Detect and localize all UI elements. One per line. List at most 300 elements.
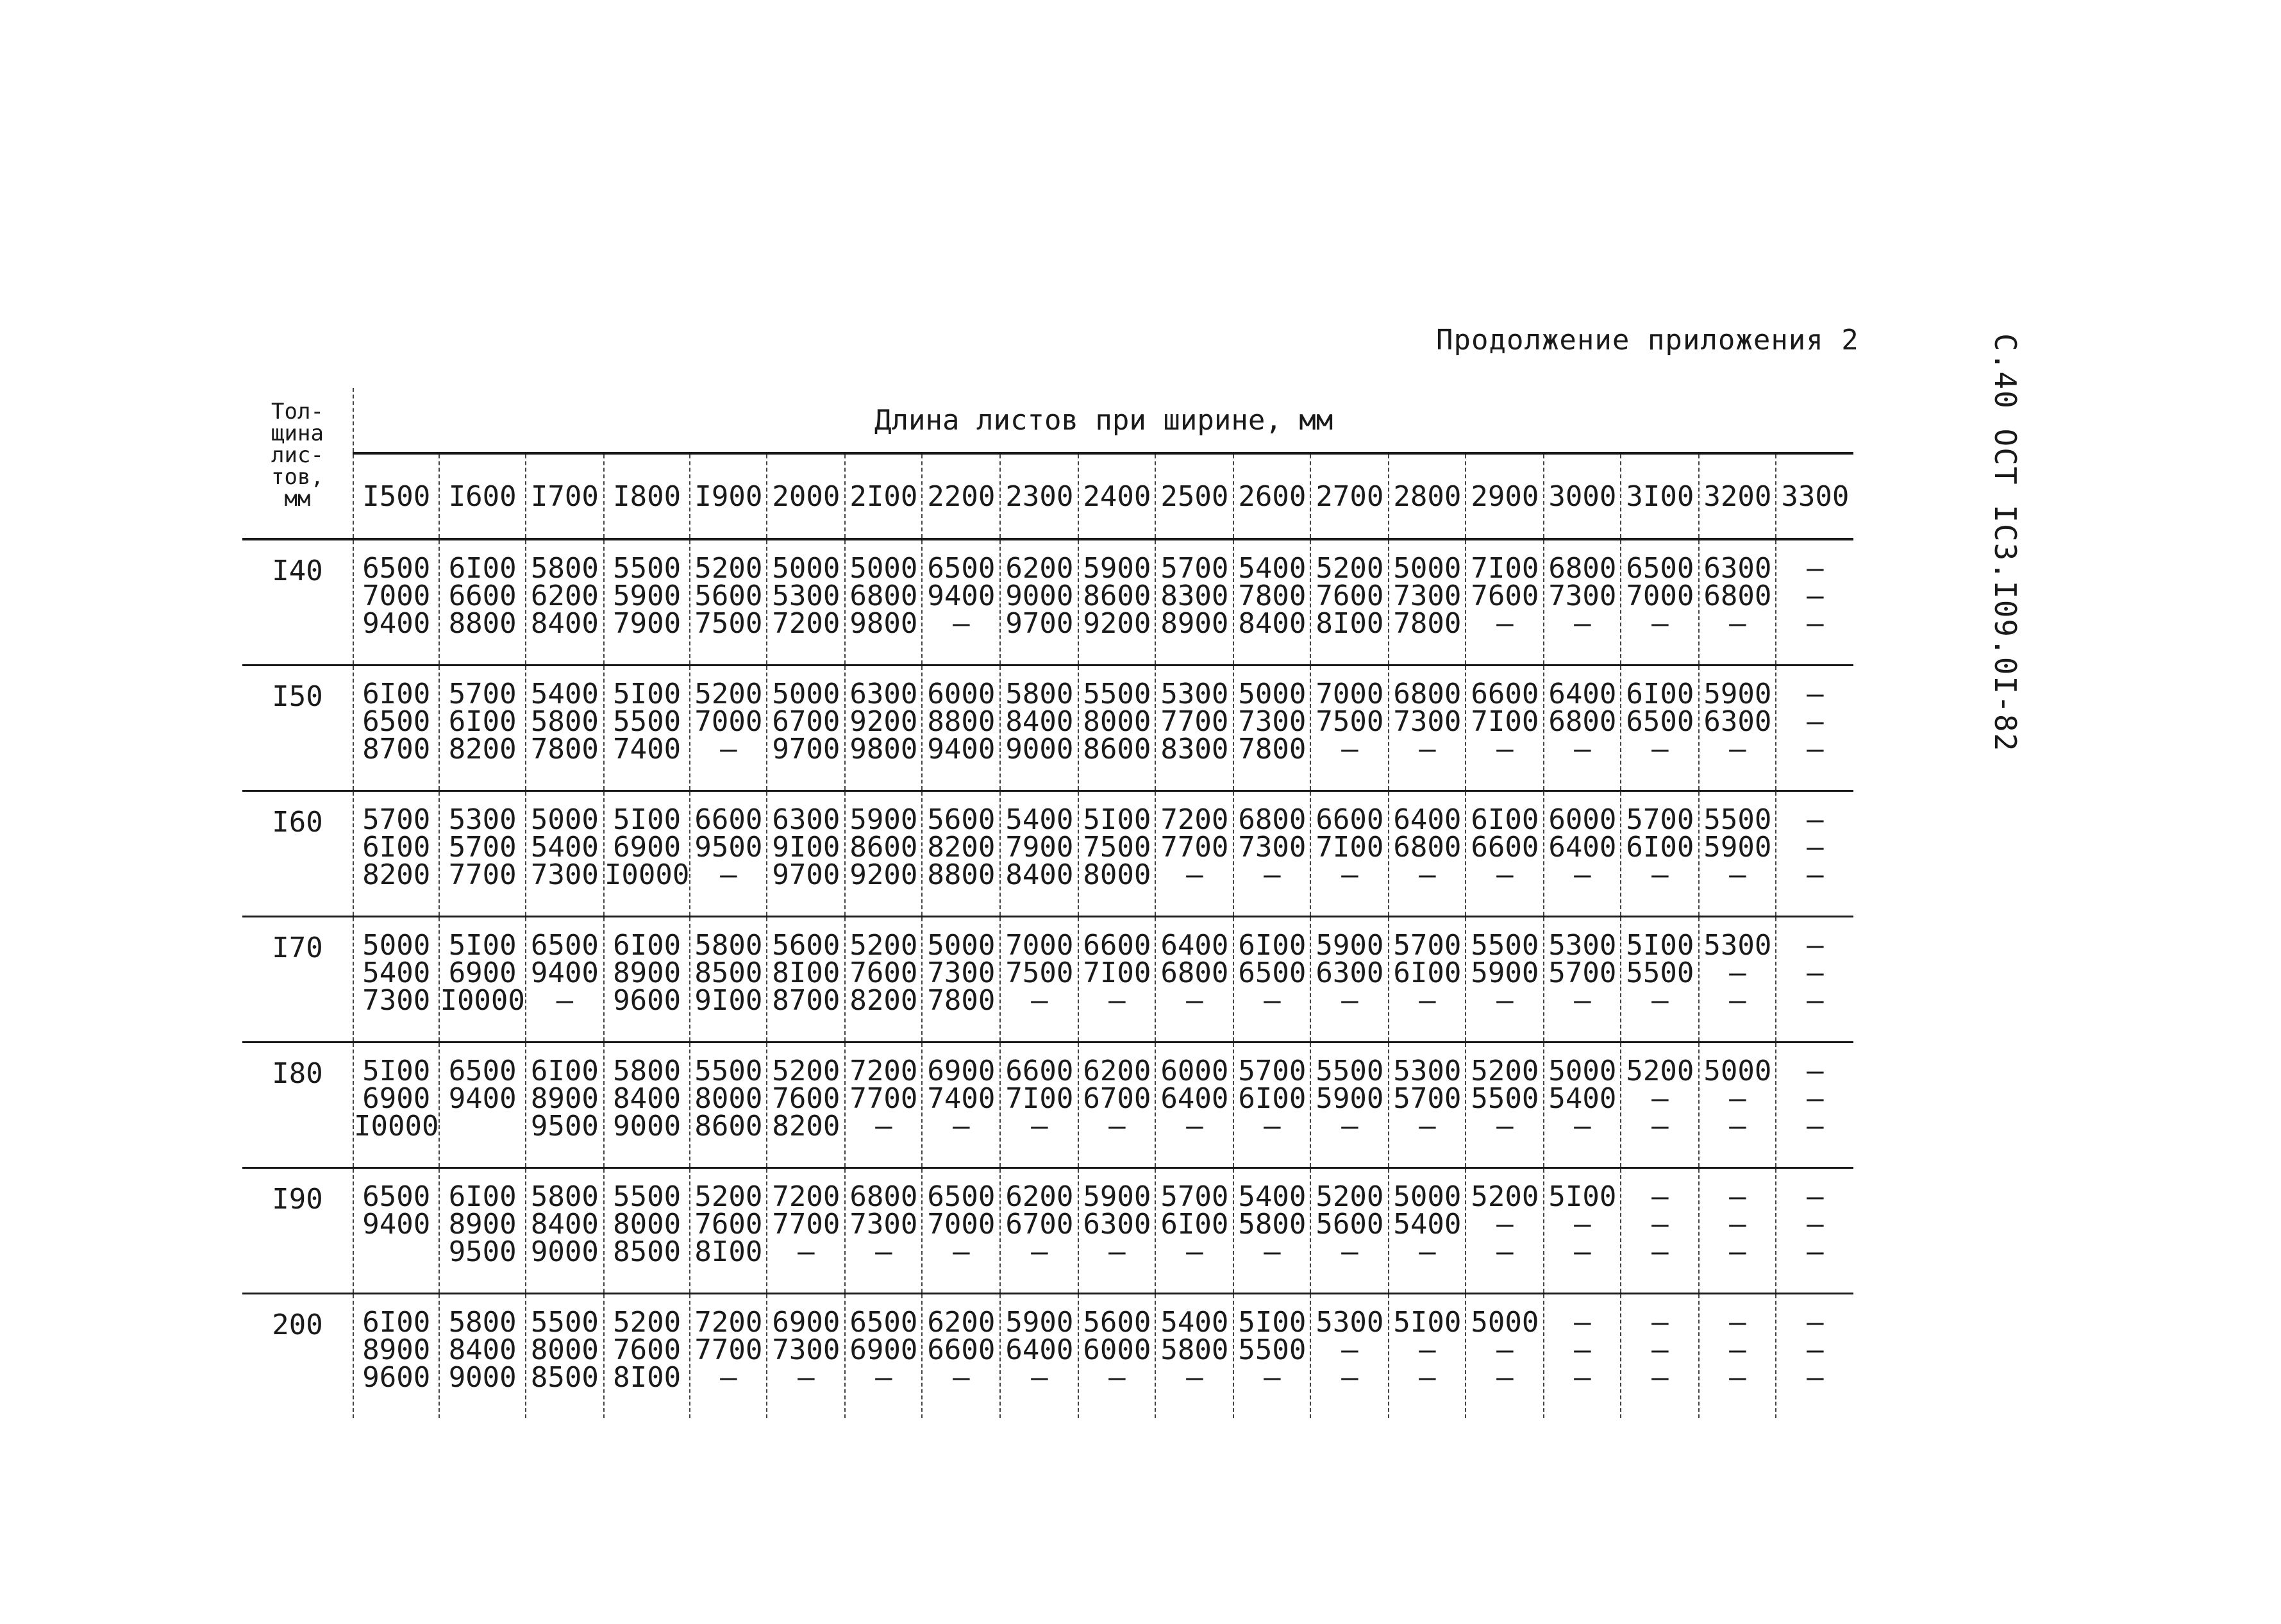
length-value: 7200 xyxy=(772,1180,840,1213)
length-value: 7I00 xyxy=(1316,831,1384,864)
length-cell xyxy=(604,917,690,1042)
length-value: 9000 xyxy=(448,1361,517,1394)
length-cell xyxy=(767,917,845,1042)
length-value: – xyxy=(1807,607,1824,640)
length-value: 7300 xyxy=(1393,580,1462,612)
length-value: — xyxy=(798,1235,815,1268)
width-header: 2600 xyxy=(1233,453,1310,539)
length-value: 5300 xyxy=(1703,929,1772,962)
thickness-column-header xyxy=(242,388,353,539)
length-value: – xyxy=(1651,1208,1669,1241)
length-value: – xyxy=(556,984,574,1017)
width-header: I600 xyxy=(439,453,525,539)
length-cell xyxy=(922,917,1000,1042)
length-cell xyxy=(767,1042,845,1168)
length-cell xyxy=(353,917,439,1042)
length-value: – xyxy=(1496,984,1514,1017)
length-value: 5900 xyxy=(1316,1082,1384,1115)
length-value: – xyxy=(1807,1235,1824,1268)
length-value: 5400 xyxy=(1548,1082,1617,1115)
length-value: – xyxy=(1807,858,1824,891)
length-value: – xyxy=(1807,1334,1824,1366)
length-cell xyxy=(1310,539,1389,666)
length-value: 5500 xyxy=(613,705,681,738)
length-value: – xyxy=(1807,957,1824,989)
length-cell xyxy=(1621,1168,1699,1294)
length-cell xyxy=(922,1294,1000,1419)
length-value: 6I00 xyxy=(1238,929,1307,962)
length-value: – xyxy=(1031,1235,1048,1268)
length-value: 5I00 xyxy=(1393,1306,1462,1339)
length-value: – xyxy=(1729,1082,1746,1115)
length-value: 7300 xyxy=(530,858,599,891)
length-cell xyxy=(604,1042,690,1168)
length-value: – xyxy=(1108,1235,1126,1268)
length-value: 5400 xyxy=(530,831,599,864)
width-header: 2500 xyxy=(1155,453,1233,539)
length-cell xyxy=(1233,791,1310,917)
length-value: 6500 xyxy=(362,1180,431,1213)
length-value: 8600 xyxy=(694,1110,763,1143)
length-value: 7300 xyxy=(849,1208,918,1241)
length-value: – xyxy=(1574,607,1591,640)
length-cell xyxy=(1389,791,1466,917)
length-value: – xyxy=(1651,1082,1669,1115)
length-value: – xyxy=(1496,858,1514,891)
length-cell xyxy=(845,791,922,917)
length-value: 8900 xyxy=(613,957,681,989)
length-cell xyxy=(922,539,1000,666)
length-value: 7I00 xyxy=(1083,957,1151,989)
length-value: – xyxy=(875,1235,892,1268)
length-value: – xyxy=(1729,1110,1746,1143)
length-cell xyxy=(1389,1294,1466,1419)
length-value: – xyxy=(1264,984,1281,1017)
length-value: 6300 xyxy=(772,803,840,836)
page-title: Продолжение приложения 2 xyxy=(1436,324,1859,356)
length-cell xyxy=(767,1294,845,1419)
length-cell xyxy=(1466,666,1544,791)
length-cell xyxy=(1466,1168,1544,1294)
length-value: 6800 xyxy=(849,580,918,612)
length-value: 5800 xyxy=(1005,678,1074,710)
length-value: – xyxy=(1807,678,1824,710)
length-value: 5900 xyxy=(1703,678,1772,710)
length-cell xyxy=(845,1294,922,1419)
length-value: 7700 xyxy=(849,1082,918,1115)
length-value: 9I00 xyxy=(772,831,840,864)
length-value: 8200 xyxy=(362,858,431,891)
length-value: 7300 xyxy=(772,1334,840,1366)
length-value: 6I00 xyxy=(448,1180,517,1213)
length-value: 8800 xyxy=(927,858,996,891)
thickness-header-label: Тол- щина лис- тов, мм xyxy=(271,399,324,512)
length-value: – xyxy=(1729,957,1746,989)
length-value: 8500 xyxy=(613,1235,681,1268)
length-value: 5500 xyxy=(1083,678,1151,710)
length-value: – xyxy=(1651,984,1669,1017)
document-code: С.40 ОСТ IС3.I09.0I-82 xyxy=(1988,333,2023,753)
length-value: 8700 xyxy=(772,984,840,1017)
length-value: 7600 xyxy=(849,957,918,989)
length-value: 8000 xyxy=(1083,858,1151,891)
length-value: 8000 xyxy=(613,1208,681,1241)
length-value: — xyxy=(1341,1334,1358,1366)
length-value: 7500 xyxy=(1005,957,1074,989)
length-value: 8400 xyxy=(1238,607,1307,640)
length-value: 5I00 xyxy=(1083,803,1151,836)
length-cell xyxy=(922,666,1000,791)
length-cell xyxy=(1000,539,1078,666)
length-value: 5I00 xyxy=(1548,1180,1617,1213)
width-header: I700 xyxy=(526,453,604,539)
length-cell xyxy=(1544,917,1621,1042)
length-value: 7000 xyxy=(362,580,431,612)
length-cell xyxy=(690,1294,767,1419)
length-value: 7800 xyxy=(530,733,599,766)
length-value: 6900 xyxy=(448,957,517,989)
length-value: 5000 xyxy=(362,929,431,962)
length-value: 8600 xyxy=(1083,733,1151,766)
length-cell xyxy=(1233,1042,1310,1168)
length-value: 5800 xyxy=(694,929,763,962)
sheet-length-table xyxy=(242,388,1853,1418)
length-value: 9500 xyxy=(530,1110,599,1143)
length-value: 5400 xyxy=(1160,1306,1229,1339)
length-value: – xyxy=(1574,1334,1591,1366)
length-value: – xyxy=(1264,1235,1281,1268)
length-value: – xyxy=(798,1361,815,1394)
length-value: 6800 xyxy=(1548,705,1617,738)
length-cell xyxy=(353,1294,439,1419)
length-value: 6I00 xyxy=(1626,831,1694,864)
length-cell xyxy=(439,1294,525,1419)
length-value: 9000 xyxy=(530,1235,599,1268)
length-value: I0000 xyxy=(354,1110,439,1143)
length-value: 8700 xyxy=(362,733,431,766)
length-value: 8I00 xyxy=(613,1361,681,1394)
length-value: 5000 xyxy=(1548,1055,1617,1087)
length-cell xyxy=(845,1042,922,1168)
length-value: 9600 xyxy=(613,984,681,1017)
length-value: 8300 xyxy=(1160,580,1229,612)
length-value: 9500 xyxy=(448,1235,517,1268)
length-value: 7900 xyxy=(1005,831,1074,864)
length-value: – xyxy=(1651,858,1669,891)
length-value: – xyxy=(720,733,737,766)
length-value: 5500 xyxy=(694,1055,763,1087)
length-cell xyxy=(1699,539,1776,666)
width-header: 3I00 xyxy=(1621,453,1699,539)
length-value: 8400 xyxy=(448,1334,517,1366)
length-cell xyxy=(1466,539,1544,666)
length-value: 9200 xyxy=(849,705,918,738)
length-value: 7300 xyxy=(362,984,431,1017)
length-value: 5800 xyxy=(613,1055,681,1087)
length-cell xyxy=(1233,917,1310,1042)
length-cell xyxy=(1233,666,1310,791)
length-value: 5500 xyxy=(530,1306,599,1339)
length-cell xyxy=(1466,1294,1544,1419)
length-value: – xyxy=(1807,705,1824,738)
width-header: I500 xyxy=(353,453,439,539)
table-row xyxy=(242,666,1853,791)
length-value: 5000 xyxy=(1703,1055,1772,1087)
length-value: 5I00 xyxy=(1626,929,1694,962)
length-value: 5500 xyxy=(1471,929,1539,962)
length-value: 5200 xyxy=(1471,1180,1539,1213)
length-value: 6700 xyxy=(1083,1082,1151,1115)
length-value: 6800 xyxy=(1393,678,1462,710)
length-cell xyxy=(439,1042,525,1168)
length-value: 7400 xyxy=(927,1082,996,1115)
length-value: 9400 xyxy=(448,1082,517,1115)
length-value: 7600 xyxy=(694,1208,763,1241)
length-value: 9200 xyxy=(1083,607,1151,640)
length-cell xyxy=(1621,666,1699,791)
length-cell xyxy=(1466,1042,1544,1168)
length-value: 6600 xyxy=(1083,929,1151,962)
length-value: – xyxy=(1807,803,1824,836)
length-cell xyxy=(1078,917,1155,1042)
length-cell xyxy=(922,1042,1000,1168)
length-value: 6I00 xyxy=(362,1306,431,1339)
length-value: 8200 xyxy=(849,984,918,1017)
length-value: 5800 xyxy=(530,552,599,585)
length-value: 5000 xyxy=(772,552,840,585)
table-row xyxy=(242,539,1853,666)
length-value: 8200 xyxy=(772,1110,840,1143)
thickness-cell: I50 xyxy=(242,666,353,791)
length-value: 6500 xyxy=(1626,552,1694,585)
length-value: – xyxy=(1496,1334,1514,1366)
length-value: — xyxy=(1341,733,1358,766)
length-value: 6200 xyxy=(1005,552,1074,585)
length-value: – xyxy=(1186,858,1203,891)
width-header: 2700 xyxy=(1310,453,1389,539)
length-cell xyxy=(1699,791,1776,917)
length-value: – xyxy=(875,1110,892,1143)
length-cell xyxy=(1544,666,1621,791)
length-cell xyxy=(1000,917,1078,1042)
length-value: 7200 xyxy=(849,1055,918,1087)
length-cell xyxy=(922,1168,1000,1294)
width-group-header: Длина листов при ширине, мм xyxy=(353,388,1853,453)
width-header: I900 xyxy=(690,453,767,539)
length-value: – xyxy=(1031,1361,1048,1394)
length-cell xyxy=(1233,1168,1310,1294)
length-value: 6500 xyxy=(927,1180,996,1213)
length-cell xyxy=(1233,539,1310,666)
length-cell xyxy=(922,791,1000,917)
length-value: 6800 xyxy=(1703,580,1772,612)
table-row xyxy=(242,1294,1853,1419)
length-value: – xyxy=(1651,1235,1669,1268)
length-value: – xyxy=(1651,1306,1669,1339)
length-value: – xyxy=(1807,929,1824,962)
length-cell xyxy=(526,1042,604,1168)
length-value: 6000 xyxy=(1083,1334,1151,1366)
length-value: 5200 xyxy=(1626,1055,1694,1087)
width-header: I800 xyxy=(604,453,690,539)
length-value: 5700 xyxy=(1393,929,1462,962)
length-cell xyxy=(690,1168,767,1294)
length-value: 6I00 xyxy=(362,678,431,710)
length-value: 8900 xyxy=(448,1208,517,1241)
length-cell xyxy=(1000,1168,1078,1294)
length-value: 5300 xyxy=(772,580,840,612)
length-value: – xyxy=(1186,1110,1203,1143)
length-value: 6000 xyxy=(1160,1055,1229,1087)
length-value: 9700 xyxy=(772,858,840,891)
length-value: 7200 xyxy=(694,1306,763,1339)
length-cell xyxy=(1621,917,1699,1042)
length-value: 8400 xyxy=(1005,705,1074,738)
length-value: 9200 xyxy=(849,858,918,891)
thickness-cell: I60 xyxy=(242,791,353,917)
length-cell xyxy=(526,539,604,666)
length-value: – xyxy=(1419,1334,1436,1366)
length-cell xyxy=(1621,1294,1699,1419)
length-value: – xyxy=(1031,1110,1048,1143)
length-value: 8000 xyxy=(530,1334,599,1366)
length-value: – xyxy=(720,1361,737,1394)
length-value: – xyxy=(1807,1208,1824,1241)
thickness-cell: I70 xyxy=(242,917,353,1042)
length-value: – xyxy=(953,1361,970,1394)
length-value: – xyxy=(1496,1235,1514,1268)
length-cell xyxy=(1310,917,1389,1042)
length-value: 5900 xyxy=(1083,1180,1151,1213)
length-value: – xyxy=(1651,1361,1669,1394)
length-cell xyxy=(1155,1294,1233,1419)
length-value: 5000 xyxy=(772,678,840,710)
length-value: 6200 xyxy=(927,1306,996,1339)
length-value: 7700 xyxy=(448,858,517,891)
length-cell xyxy=(690,1042,767,1168)
length-cell xyxy=(1699,1042,1776,1168)
length-value: 8900 xyxy=(530,1082,599,1115)
length-value: 6300 xyxy=(1316,957,1384,989)
length-value: – xyxy=(1574,1110,1591,1143)
length-value: – xyxy=(1729,1361,1746,1394)
length-value: 9600 xyxy=(362,1361,431,1394)
length-value: – xyxy=(1651,1110,1669,1143)
length-value: 8400 xyxy=(1005,858,1074,891)
length-value: 7700 xyxy=(772,1208,840,1241)
length-value: 5200 xyxy=(694,1180,763,1213)
length-value: 6I00 xyxy=(1471,803,1539,836)
length-value: 5400 xyxy=(362,957,431,989)
length-value: 7800 xyxy=(927,984,996,1017)
length-value: – xyxy=(1496,1110,1514,1143)
length-value: 8400 xyxy=(613,1082,681,1115)
length-value: – xyxy=(1419,1361,1436,1394)
length-cell xyxy=(1621,539,1699,666)
length-value: – xyxy=(1186,1235,1203,1268)
length-value: 5000 xyxy=(927,929,996,962)
length-cell xyxy=(1155,791,1233,917)
length-value: – xyxy=(1807,1306,1824,1339)
length-value: – xyxy=(1108,1110,1126,1143)
length-cell xyxy=(439,917,525,1042)
length-value: – xyxy=(1186,1361,1203,1394)
length-value: 6I00 xyxy=(362,831,431,864)
length-value: 7900 xyxy=(613,607,681,640)
length-value: 6600 xyxy=(927,1334,996,1366)
length-value: – xyxy=(1729,1180,1746,1213)
width-header: 2800 xyxy=(1389,453,1466,539)
length-cell xyxy=(353,1042,439,1168)
length-value: 7300 xyxy=(1393,705,1462,738)
width-header: 2000 xyxy=(767,453,845,539)
length-value: 9500 xyxy=(694,831,763,864)
length-value: 9400 xyxy=(530,957,599,989)
length-value: 5500 xyxy=(1238,1334,1307,1366)
length-value: 5800 xyxy=(530,1180,599,1213)
table-row xyxy=(242,917,1853,1042)
length-cell xyxy=(604,539,690,666)
length-value: 7I00 xyxy=(1005,1082,1074,1115)
length-cell xyxy=(1389,1168,1466,1294)
length-value: 6600 xyxy=(1316,803,1384,836)
length-value: – xyxy=(1574,1235,1591,1268)
length-value: 5000 xyxy=(1393,552,1462,585)
length-cell xyxy=(845,1168,922,1294)
length-cell xyxy=(1078,1168,1155,1294)
length-cell xyxy=(353,666,439,791)
length-value: 7700 xyxy=(694,1334,763,1366)
length-value: I0000 xyxy=(440,984,525,1017)
length-value: 5800 xyxy=(1160,1334,1229,1366)
length-value: 5300 xyxy=(1393,1055,1462,1087)
length-value: 7000 xyxy=(1316,678,1384,710)
length-value: – xyxy=(1574,733,1591,766)
length-cell xyxy=(1776,917,1853,1042)
length-value: 9800 xyxy=(849,607,918,640)
length-value: 9700 xyxy=(772,733,840,766)
length-value: 6500 xyxy=(849,1306,918,1339)
length-value: 8I00 xyxy=(694,1235,763,1268)
length-value: 8900 xyxy=(362,1334,431,1366)
length-cell xyxy=(1000,791,1078,917)
length-value: 7600 xyxy=(1471,580,1539,612)
length-value: 6400 xyxy=(1160,1082,1229,1115)
width-header-row xyxy=(242,453,1853,539)
length-cell xyxy=(1310,791,1389,917)
length-value: – xyxy=(1108,1361,1126,1394)
length-cell xyxy=(1621,791,1699,917)
length-value: – xyxy=(1729,1208,1746,1241)
length-value: 5200 xyxy=(1316,1180,1384,1213)
length-value: 5600 xyxy=(694,580,763,612)
length-value: – xyxy=(1341,1361,1358,1394)
length-value: – xyxy=(1807,1361,1824,1394)
length-value: – xyxy=(1341,1110,1358,1143)
length-value: 5800 xyxy=(448,1306,517,1339)
length-value: 6800 xyxy=(849,1180,918,1213)
length-cell xyxy=(1078,666,1155,791)
length-cell xyxy=(1544,791,1621,917)
length-cell xyxy=(1544,1042,1621,1168)
length-value: 7000 xyxy=(1005,929,1074,962)
length-value: 5700 xyxy=(1160,1180,1229,1213)
length-value: 7800 xyxy=(1238,580,1307,612)
length-value: 6600 xyxy=(1005,1055,1074,1087)
length-value: 5900 xyxy=(1316,929,1384,962)
length-cell xyxy=(1776,1168,1853,1294)
length-cell xyxy=(1000,1294,1078,1419)
